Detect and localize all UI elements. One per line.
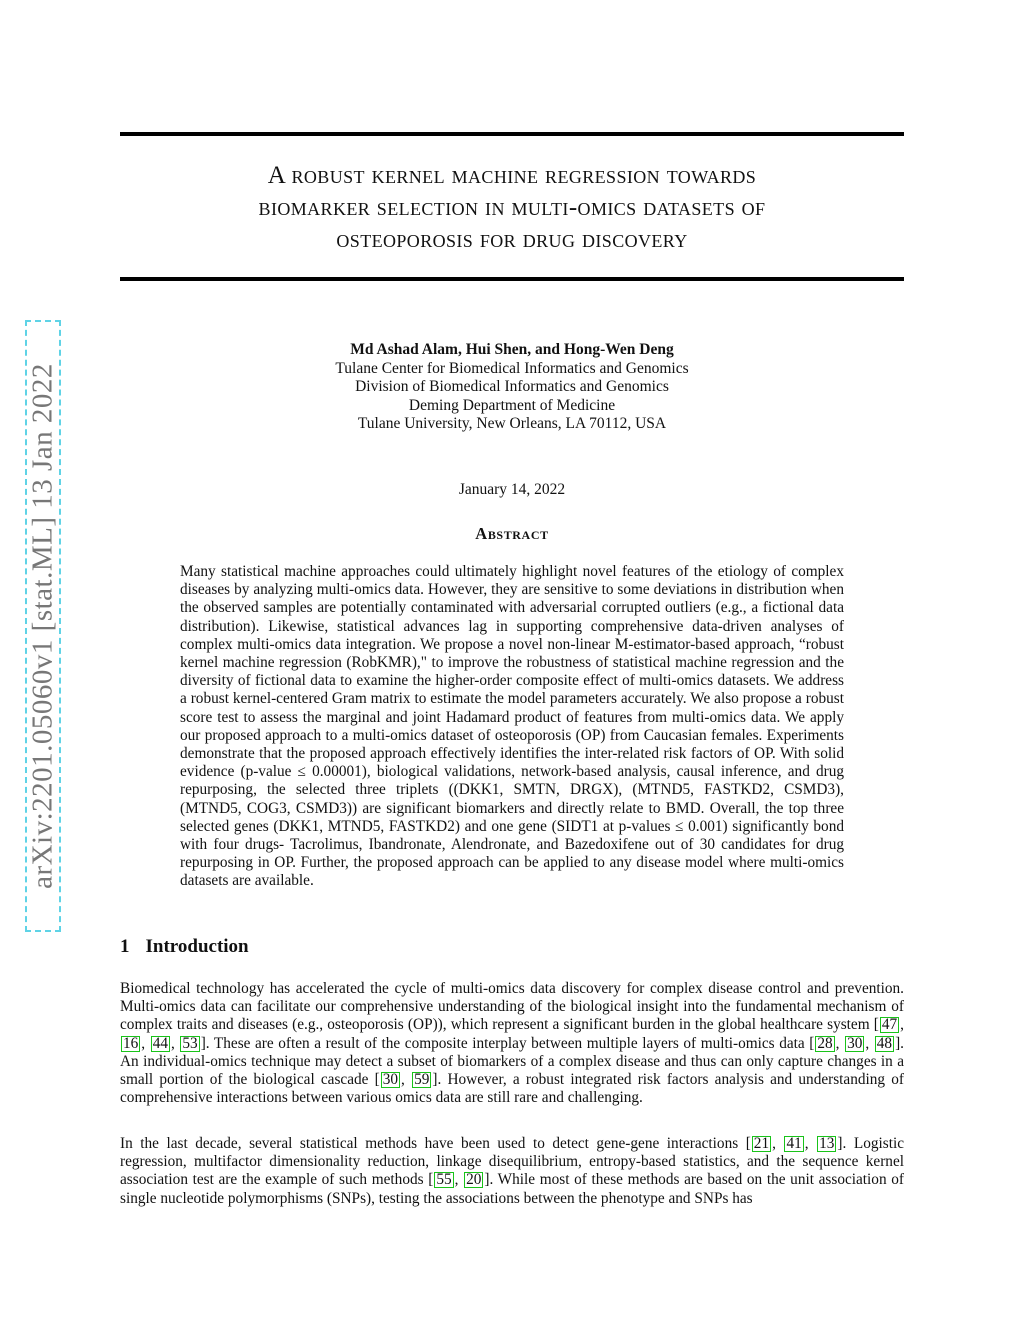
- affiliation-line: Tulane University, New Orleans, LA 70112, USA: [357, 415, 667, 432]
- citation-link[interactable]: 55: [436, 1171, 452, 1189]
- affiliation-line: Tulane Center for Biomedical Informatics and Genomics: [335, 359, 689, 377]
- paper-title: [120, 160, 904, 256]
- citation-link[interactable]: 48: [876, 1034, 893, 1052]
- citation-link[interactable]: 20: [466, 1171, 482, 1189]
- citation-link[interactable]: 41: [786, 1135, 802, 1152]
- citation-link[interactable]: 44: [152, 1034, 168, 1052]
- citation-link[interactable]: 28: [817, 1034, 833, 1052]
- citation-link[interactable]: 47: [881, 1016, 898, 1034]
- section-title: Introduction: [145, 936, 249, 957]
- citation-link[interactable]: 13: [819, 1135, 835, 1152]
- paragraph-text: ]. While most of these methods are based on the unit association of single nucleotide polymorphisms (SNPs), testing the associations between the phenotype and SNPs has: [120, 1171, 904, 1207]
- body-paragraph: In the last decade, several statistical methods have been used to detect gene-gene interactions [ 21 , 41 , 13 ]. Logistic regression, multifactor dimensionality reduction, linkage disequilibrium, entropy-based statistics, and the sequence kernel association test are the example of such methods [ 55 , 20 ]. While most of these methods are based on the unit association of single nucleotide polymorphisms (SNPs), testing the associations between the phenotype and SNPs has: [120, 1135, 904, 1207]
- abstract-heading: Abstract: [475, 524, 549, 543]
- title-bottom-rule: [120, 277, 904, 281]
- paper-date: January 14, 2022: [458, 481, 566, 498]
- title-line: osteoporosis for drug discovery: [336, 226, 688, 253]
- citation-link[interactable]: 59: [414, 1071, 430, 1089]
- citation-link[interactable]: 16: [123, 1034, 139, 1052]
- arxiv-identifier-text: arXiv:2201.05060v1 [stat.ML] 13 Jan 2022: [26, 363, 59, 889]
- body-paragraph: Biomedical technology has accelerated the cycle of multi-omics data discovery for complex disease control and prevention. Multi-omics data can facilitate our comprehensive understanding of the biological insight into the fundamental mechanism of complex traits and diseases (e.g., osteoporosis (OP)), which represent a significant burden in the global healthcare system [ 47 , 16 , 44 , 53 ]. These are often a result of the composite interplay between multiple layers of multi-omics data [ 28 , 30 , 48 ]. An individual-omics technique may detect a subset of biomarkers of a complex disease and thus can only capture changes in a small portion of the biological cascade [ 30 , 59 ]. However, a robust integrated risk factors analysis and understanding of comprehensive interactions between various omics data are still rare and challenging.: [120, 980, 904, 1107]
- title-line: A robust kernel machine regression towards: [267, 162, 757, 189]
- citation-link[interactable]: 21: [753, 1135, 770, 1152]
- paragraph-text: Biomedical technology has accelerated the cycle of multi-omics data discovery for complex disease control and prevention. Multi-omics data can facilitate our comprehensive understanding of the biological insight into the fundamental mechanism of complex traits and diseases (e.g., osteoporosis (OP)), which represent a significant burden in the global healthcare system [: [120, 980, 904, 1034]
- author-block: [120, 341, 904, 434]
- author-names: Md Ashad Alam, Hui Shen, and Hong-Wen Deng: [350, 341, 674, 358]
- affiliation-line: Division of Biomedical Informatics and Genomics: [355, 378, 669, 395]
- citation-link[interactable]: 30: [847, 1034, 863, 1052]
- arxiv-identifier: [25, 320, 61, 932]
- section-heading: [120, 936, 249, 958]
- paragraph-text: ]. An individual-omics technique may detect a subset of biomarkers of a complex disease and thus can only capture changes in a small portion of the biological cascade [: [120, 1034, 904, 1089]
- paragraph-text: ]. These are often a result of the composite interplay between multiple layers of multi-omics data [: [200, 1034, 815, 1052]
- title-line: biomarker selection in multi-omics datasets of: [258, 194, 766, 221]
- citation-link[interactable]: 53: [182, 1034, 198, 1052]
- paragraph-text: In the last decade, several statistical methods have been used to detect gene-gene interactions [: [120, 1135, 751, 1152]
- affiliation-line: Deming Department of Medicine: [408, 396, 616, 414]
- paragraph-text: ]. Logistic regression, multifactor dimensionality reduction, linkage disequilibrium, entropy-based statistics, and the sequence kernel association test are the example of such methods [: [120, 1135, 904, 1189]
- section-number: 1: [120, 936, 130, 957]
- abstract-text: Many statistical machine approaches could ultimately highlight novel features of the etiology of complex diseases by analyzing multi-omics data. However, they are sensitive to some deviations in distribution when the observed samples are potentially contaminated with adversarial corrupted outliers (e.g., a fictional data distribution). Likewise, statistical advances lag in supporting comprehensive data-driven analyses of complex multi-omics data integration. We propose a novel non-linear M-estimator-based approach, “robust kernel machine regression (RobKMR)," to improve the robustness of statistical machine regression and the diversity of fictional data to examine the higher-order composite effect of multi-omics datasets. We address a robust kernel-centered Gram matrix to estimate the model parameters accurately. We also propose a robust score test to assess the marginal and joint Hadamard product of features from multi-omics data. We apply our proposed approach to a multi-omics dataset of osteoporosis (OP) from Caucasian females. Experiments demonstrate that the proposed approach effectively identifies the inter-related risk factors of OP. With solid evidence (p-value ≤ 0.00001), biological validations, network-based analysis, causal inference, and drug repurposing, the selected three triplets ((DKK1, SMTN, DRGX), (MTND5, FASTKD2, CSMD3), (MTND5, COG3, CSMD3)) are significant biomarkers and directly relate to BMD. Overall, the top three selected genes (DKK1, MTND5, FASTKD2) and one gene (SIDT1 at p-values ≤ 0.001) significantly bond with four drugs- Tacrolimus, Ibandronate, Alendronate, and Bazedoxifene out of 30 candidates for drug repurposing in OP. Further, the proposed approach can be applied to any disease model where multi-omics datasets are available.: [180, 563, 844, 890]
- paragraph-text: ]. However, a robust integrated risk factors analysis and understanding of comprehensive interactions between various omics data are still rare and challenging.: [120, 1071, 904, 1107]
- citation-link[interactable]: 30: [382, 1071, 399, 1089]
- title-top-rule: [120, 132, 904, 136]
